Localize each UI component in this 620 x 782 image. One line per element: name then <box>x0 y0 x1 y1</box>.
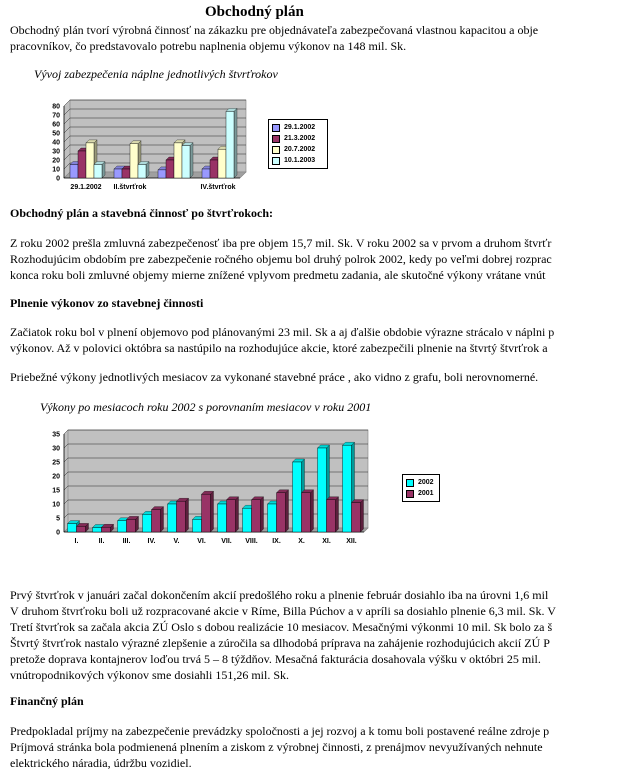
bar <box>202 169 210 178</box>
legend-label: 20.7.2002 <box>284 146 316 153</box>
chart1-legend <box>268 119 328 169</box>
page-title: Obchodný plán <box>205 4 304 20</box>
y-tick-label: 15 <box>52 487 60 495</box>
section1-line-1: Z roku 2002 prešla zmluvná zabezpečenosť iba pre objem 15,7 mil. Sk. V roku 2002 sa v prvom a druhom štvrťr <box>10 236 552 250</box>
bar <box>94 165 102 179</box>
bar <box>77 526 86 532</box>
legend-entry <box>406 488 436 499</box>
section3-line-2: V druhom štvrťroku boli už rozpracované akcie v Ríme, Billa Púchov a v apríli sa dosiahlo plnenie 6,3 mil. Sk. V <box>10 604 556 618</box>
x-tick-label: II.štvrťrok <box>113 184 147 191</box>
y-tick-label: 50 <box>52 130 60 138</box>
bar <box>277 493 286 532</box>
legend-swatch <box>272 157 280 165</box>
bar <box>182 146 190 178</box>
section2-line-3: Priebežné výkony jednotlivých mesiacov za vykonané stavebné práce , ako vidno z grafu, boli nerovnomerné. <box>10 370 539 384</box>
x-tick-label: VII. <box>221 538 232 545</box>
bar <box>193 519 202 532</box>
section2-line-2: výkonov. Až v polovici októbra sa nastúpilo na rozhodujúce akcie, ktoré zabezpečili plnenie na štvrtý štvrťrok a <box>10 341 548 355</box>
y-tick-label: 5 <box>56 515 60 523</box>
bar-side <box>161 507 164 532</box>
section4-line-1: Predpokladal príjmy na zabezpečenie prevádzky spoločnosti a jej rozvoj a k tomu boli postavené reálne zdroje p <box>10 724 550 738</box>
bar <box>152 510 161 532</box>
bar <box>343 445 352 532</box>
bar <box>202 494 211 532</box>
section3-line-3: Tretí štvrťrok sa začala akcia ZÚ Oslo s dobou realizácie 10 mesiacov. Mesačnými výkonmi 10 mil. Sk bolo za š <box>10 620 553 634</box>
y-tick-label: 40 <box>52 139 60 147</box>
bar <box>226 111 234 178</box>
bar <box>352 503 361 532</box>
bar-side <box>286 490 289 532</box>
y-tick-label: 25 <box>52 459 60 467</box>
y-tick-label: 80 <box>52 103 60 111</box>
section-heading-plan: Obchodný plán a stavebná činnosť po štvrťrokoch: <box>10 206 274 220</box>
chart1-caption: Vývoj zabezpečenia náplne jednotlivých štvrťrokov <box>34 67 278 81</box>
bar <box>218 149 226 178</box>
bar <box>252 500 261 532</box>
legend-label: 29.1.2002 <box>284 124 316 131</box>
bar <box>86 143 94 178</box>
x-tick-label: XII. <box>346 538 357 545</box>
y-tick-label: 30 <box>52 445 60 453</box>
legend-swatch <box>406 479 414 487</box>
bar-side <box>190 143 193 178</box>
y-tick-label: 35 <box>52 431 60 439</box>
legend-entry <box>272 122 324 133</box>
legend-entry <box>272 133 324 144</box>
bar <box>118 521 127 532</box>
chart2-legend <box>402 474 440 502</box>
bar-side <box>261 497 264 532</box>
bar <box>227 500 236 532</box>
intro-line-1: Obchodný plán tvorí výrobná činnosť na zákazku pre objednávateľa zabezpečovaná vlastnou kapacitou a obje <box>10 23 539 37</box>
intro-line-2: pracovníkov, čo predstavovalo potrebu naplnenia objemu výkonov na 148 mil. Sk. <box>10 39 407 53</box>
bar <box>102 527 111 532</box>
bar <box>68 524 77 532</box>
y-tick-label: 10 <box>52 166 60 174</box>
bar <box>268 504 277 532</box>
legend-label: 10.1.2003 <box>284 157 316 164</box>
section3-line-5: pretože doprava kontajnerov loďou trvá 5 – 8 týždňov. Mesačná fakturácia dosahovala výšku v októbri 25 mil. <box>10 652 541 666</box>
x-tick-label: XI. <box>322 538 331 545</box>
bar-side <box>234 108 237 178</box>
bar <box>302 493 311 532</box>
bar-side <box>361 500 364 532</box>
bar <box>177 501 186 532</box>
section-heading-financny: Finančný plán <box>10 694 84 708</box>
x-tick-label: V. <box>173 538 180 545</box>
bar-side <box>336 497 339 532</box>
y-tick-label: 30 <box>52 148 60 156</box>
legend-label: 2001 <box>418 490 434 497</box>
section4-line-3: elektrického náradia, údržbu vozidiel. <box>10 756 192 770</box>
bar-side <box>236 497 239 532</box>
bar-side <box>311 490 314 532</box>
y-tick-label: 0 <box>56 529 60 537</box>
x-tick-label: 29.1.2002 <box>70 184 102 191</box>
x-tick-label: VIII. <box>245 538 258 545</box>
y-tick-label: 0 <box>56 175 60 183</box>
bar-side <box>186 498 189 532</box>
bar <box>166 160 174 178</box>
x-tick-label: II. <box>98 538 105 545</box>
bar <box>93 528 102 532</box>
x-tick-label: I. <box>74 538 79 545</box>
bar <box>168 504 177 532</box>
bar <box>130 144 138 178</box>
section2-line-1: Začiatok roku bol v plnení objemovo pod plánovanými 23 mil. Sk a aj ďalšie obdobie výrazne strácalo v náplni p <box>10 325 555 339</box>
legend-swatch <box>272 124 280 132</box>
y-tick-label: 20 <box>52 473 60 481</box>
section-heading-vykony: Plnenie výkonov zo stavebnej činnosti <box>10 296 204 310</box>
legend-swatch <box>272 135 280 143</box>
chart-months <box>40 424 370 552</box>
bar <box>138 165 146 179</box>
legend-label: 21.3.2002 <box>284 135 316 142</box>
bar-side <box>211 491 214 532</box>
legend-entry <box>406 477 436 488</box>
y-tick-label: 20 <box>52 157 60 165</box>
x-tick-label: IV.štvrťrok <box>200 184 236 191</box>
legend-swatch <box>272 146 280 154</box>
bar <box>243 508 252 532</box>
y-tick-label: 70 <box>52 112 60 120</box>
legend-label: 2002 <box>418 479 434 486</box>
section4-line-2: Príjmová stránka bola podmienená plnením a ziskom z výrobnej činnosti, z prenájmov nevyužívaných nehnute <box>10 740 543 754</box>
y-tick-label: 10 <box>52 501 60 509</box>
bar <box>143 514 152 532</box>
section3-line-1: Prvý štvrťrok v januári začal dokončením akcií predošlého roku a plnenie február dosiahlo iba na úrovni 1,6 mil <box>10 588 549 602</box>
section1-line-3: konca roku boli zmluvné objemy mierne znížené vplyvom predmetu zadania, ale skutočné výkony vrátane vnút <box>10 268 546 282</box>
x-tick-label: III. <box>122 538 131 545</box>
bar <box>158 170 166 178</box>
legend-entry <box>272 144 324 155</box>
x-tick-label: IV. <box>147 538 156 545</box>
section1-line-2: Rozhodujúcim obdobím pre zabezpečenie ročného objemu bol druhý polrok 2002, kedy po veľmi dobrej rozprac <box>10 252 552 266</box>
section3-line-4: Štvrtý štvrťrok nastalo výrazné zlepšenie a zúročila sa dlhodobá príprava na zahájenie rozhodujúcich akcií ZÚ P <box>10 636 550 650</box>
x-tick-label: X. <box>298 538 305 545</box>
bar <box>114 169 122 178</box>
bar <box>127 519 136 532</box>
bar <box>218 504 227 532</box>
y-tick-label: 60 <box>52 121 60 129</box>
bar <box>293 462 302 532</box>
chart2-caption: Výkony po mesiacoch roku 2002 s porovnaním mesiacov v roku 2001 <box>40 400 372 414</box>
x-tick-label: IX. <box>272 538 281 545</box>
bar <box>122 169 130 178</box>
section3-line-6: vnútropodnikových výkonov sme dosiahli 151,26 mil. Sk. <box>10 668 289 682</box>
bar <box>210 160 218 178</box>
legend-entry <box>272 155 324 166</box>
bar <box>78 151 86 178</box>
bar <box>318 448 327 532</box>
x-tick-label: VI. <box>197 538 206 545</box>
bar <box>70 165 78 179</box>
bar <box>327 500 336 532</box>
legend-swatch <box>406 490 414 498</box>
bar <box>174 143 182 178</box>
